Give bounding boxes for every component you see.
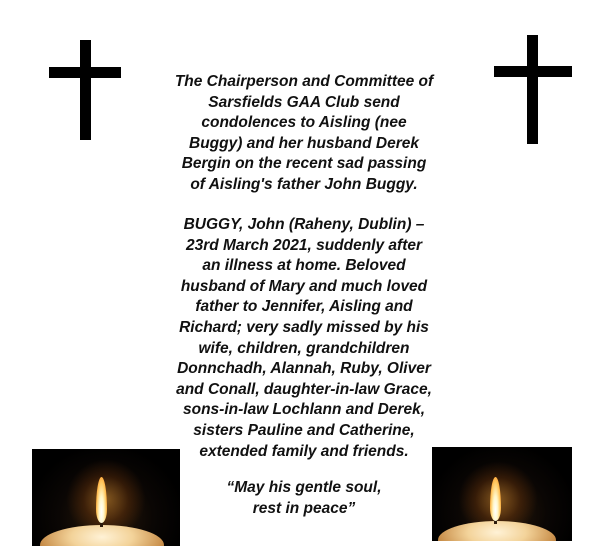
cross-icon-vertical-bar bbox=[527, 35, 538, 144]
intro-line: of Aisling's father John Buggy. bbox=[190, 175, 418, 193]
intro-line: Sarsfields GAA Club send bbox=[208, 93, 400, 111]
cross-icon-horizontal-bar bbox=[494, 66, 572, 77]
condolence-intro bbox=[152, 72, 456, 196]
cross-icon-horizontal-bar bbox=[49, 67, 121, 78]
candle-wax bbox=[438, 521, 556, 541]
notice-line: Richard; very sadly missed by his bbox=[179, 318, 429, 336]
cross-icon-vertical-bar bbox=[80, 40, 91, 140]
notice-line: husband of Mary and much loved bbox=[180, 277, 428, 295]
candle-image-right bbox=[432, 447, 572, 541]
notice-line: sisters Pauline and Catherine, bbox=[193, 421, 415, 439]
quote-line: “May his gentle soul, bbox=[226, 479, 382, 496]
notice-line: Donnchadh, Alannah, Ruby, Oliver bbox=[177, 360, 431, 378]
intro-line: The Chairperson and Committee of bbox=[174, 73, 434, 90]
notice-line: and Conall, daughter-in-law Grace, bbox=[176, 380, 432, 398]
cross-icon-left bbox=[49, 40, 121, 140]
notice-line: extended family and friends. bbox=[199, 442, 409, 460]
quote-line: rest in peace” bbox=[252, 499, 356, 517]
candle-wax bbox=[40, 525, 164, 546]
notice-line: father to Jennifer, Aisling and bbox=[195, 298, 413, 316]
intro-line: condolences to Aisling (nee bbox=[201, 114, 407, 132]
candle-image-left bbox=[32, 449, 180, 546]
death-notice bbox=[152, 215, 456, 462]
rest-in-peace-quote bbox=[152, 478, 456, 519]
cross-icon-right bbox=[494, 35, 572, 144]
intro-line: Buggy) and her husband Derek bbox=[189, 134, 419, 152]
notice-line: an illness at home. Beloved bbox=[202, 257, 406, 275]
intro-line: Bergin on the recent sad passing bbox=[181, 155, 427, 173]
notice-line: sons-in-law Lochlann and Derek, bbox=[182, 401, 425, 419]
notice-line: BUGGY, John (Raheny, Dublin) – bbox=[183, 216, 425, 233]
notice-line: wife, children, grandchildren bbox=[198, 339, 410, 357]
notice-line: 23rd March 2021, suddenly after bbox=[185, 236, 423, 254]
